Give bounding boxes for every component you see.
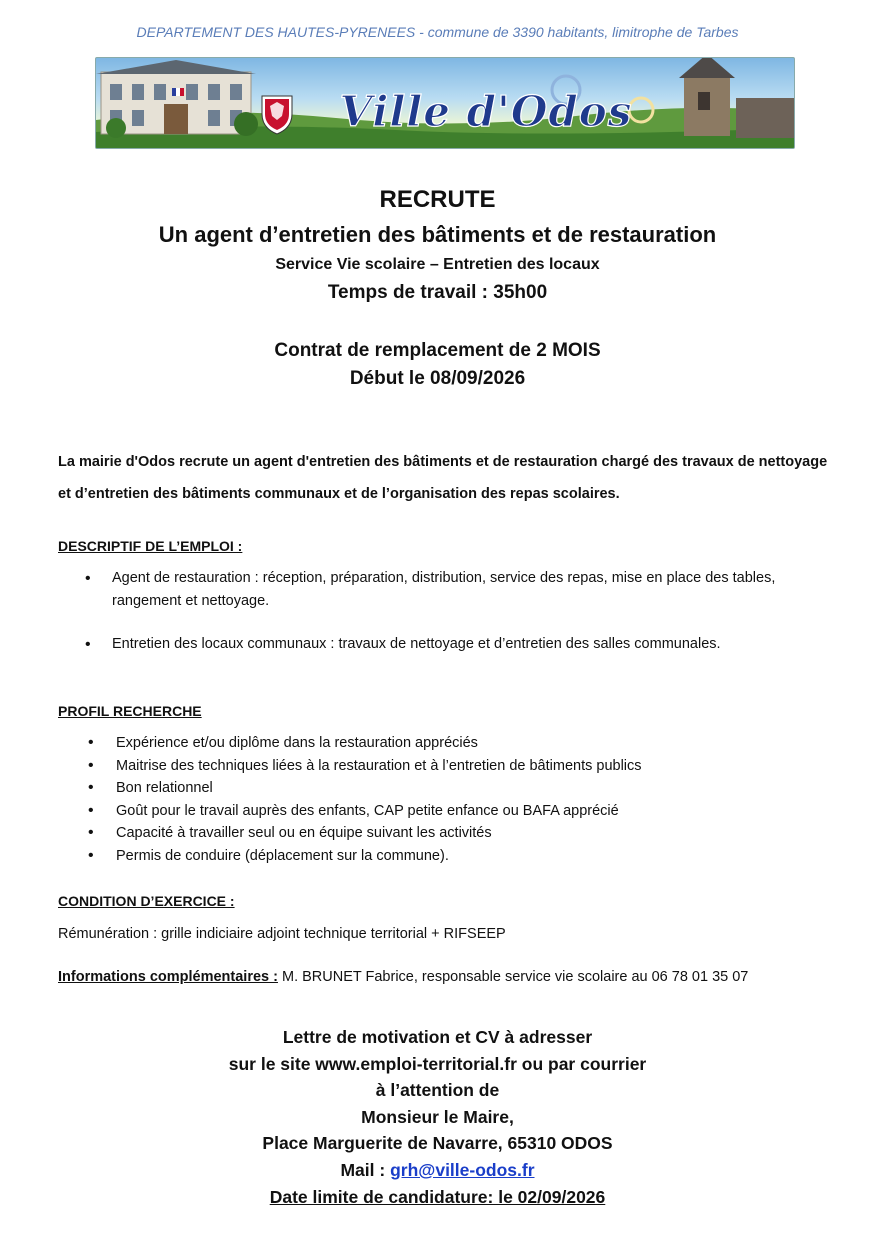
- start-date: Début le 08/09/2026: [349, 368, 526, 389]
- list-item: • Expérience et/ou diplôme dans la restauration appréciés: [116, 732, 816, 755]
- profile-heading: PROFIL RECHERCHE: [58, 703, 202, 719]
- profile-list: [116, 732, 816, 868]
- list-item: • Permis de conduire (déplacement sur la commune).: [116, 845, 816, 868]
- intro-paragraph: La mairie d'Odos recrute un agent d'entretien des bâtiments et de restauration chargé des travaux de nettoyage et d’entretien des bâtiments communaux et de l’organisation des repas scolaires.: [58, 454, 828, 502]
- job-description-heading: DESCRIPTIF DE L’EMPLOI :: [58, 538, 243, 554]
- closing-line: sur le site www.emploi-territorial.fr ou par courrier: [228, 1053, 647, 1074]
- list-item: • Maitrise des techniques liées à la restauration et à l’entretien de bâtiments publics: [116, 755, 816, 778]
- list-item: • Capacité à travailler seul ou en équipe suivant les activités: [116, 822, 816, 845]
- closing-address: Place Marguerite de Navarre, 65310 ODOS: [262, 1133, 613, 1154]
- list-item: • Goût pour le travail auprès des enfants, CAP petite enfance ou BAFA apprécié: [116, 800, 816, 823]
- closing-line: Monsieur le Maire,: [361, 1106, 514, 1127]
- email-link[interactable]: grh@ville-odos.fr: [390, 1159, 535, 1180]
- conditions-heading: CONDITION D’EXERCICE :: [58, 893, 235, 909]
- position-title: Un agent d’entretien des bâtiments et de restauration: [158, 222, 717, 247]
- additional-info-text: M. BRUNET Fabrice, responsable service vie scolaire au 06 78 01 35 07: [277, 969, 749, 985]
- closing-line: à l’attention de: [375, 1080, 500, 1101]
- job-description-list: [112, 567, 832, 656]
- application-deadline: Date limite de candidature: le 02/09/2026: [269, 1186, 606, 1207]
- contract-type: Contrat de remplacement de 2 MOIS: [274, 340, 601, 361]
- recrute-heading: RECRUTE: [379, 186, 496, 213]
- mail-line: [0, 1157, 875, 1184]
- mail-label: Mail :: [340, 1159, 391, 1180]
- additional-info-label: Informations complémentaires :: [58, 969, 278, 985]
- banner-illustration: [96, 58, 794, 148]
- application-instructions: [0, 1024, 875, 1210]
- service-subtitle: Service Vie scolaire – Entretien des locaux: [275, 256, 600, 273]
- ville-odos-banner: [95, 57, 795, 149]
- svg-text:Ville d'Odos: Ville d'Odos: [339, 87, 633, 136]
- working-time: Temps de travail : 35h00: [327, 282, 548, 303]
- additional-info: [58, 969, 748, 985]
- list-item: • Agent de restauration : réception, préparation, distribution, service des repas, mise en place des tables, rangement et nettoyage.: [112, 567, 832, 613]
- department-header: DEPARTEMENT DES HAUTES-PYRENEES - commune de 3390 habitants, limitrophe de Tarbes: [136, 24, 739, 40]
- closing-line: Lettre de motivation et CV à adresser: [282, 1027, 593, 1047]
- list-item: • Bon relationnel: [116, 777, 816, 800]
- list-item: • Entretien des locaux communaux : travaux de nettoyage et d’entretien des salles communales.: [112, 633, 832, 656]
- remuneration-text: Rémunération : grille indiciaire adjoint technique territorial + RIFSEEP: [58, 926, 506, 942]
